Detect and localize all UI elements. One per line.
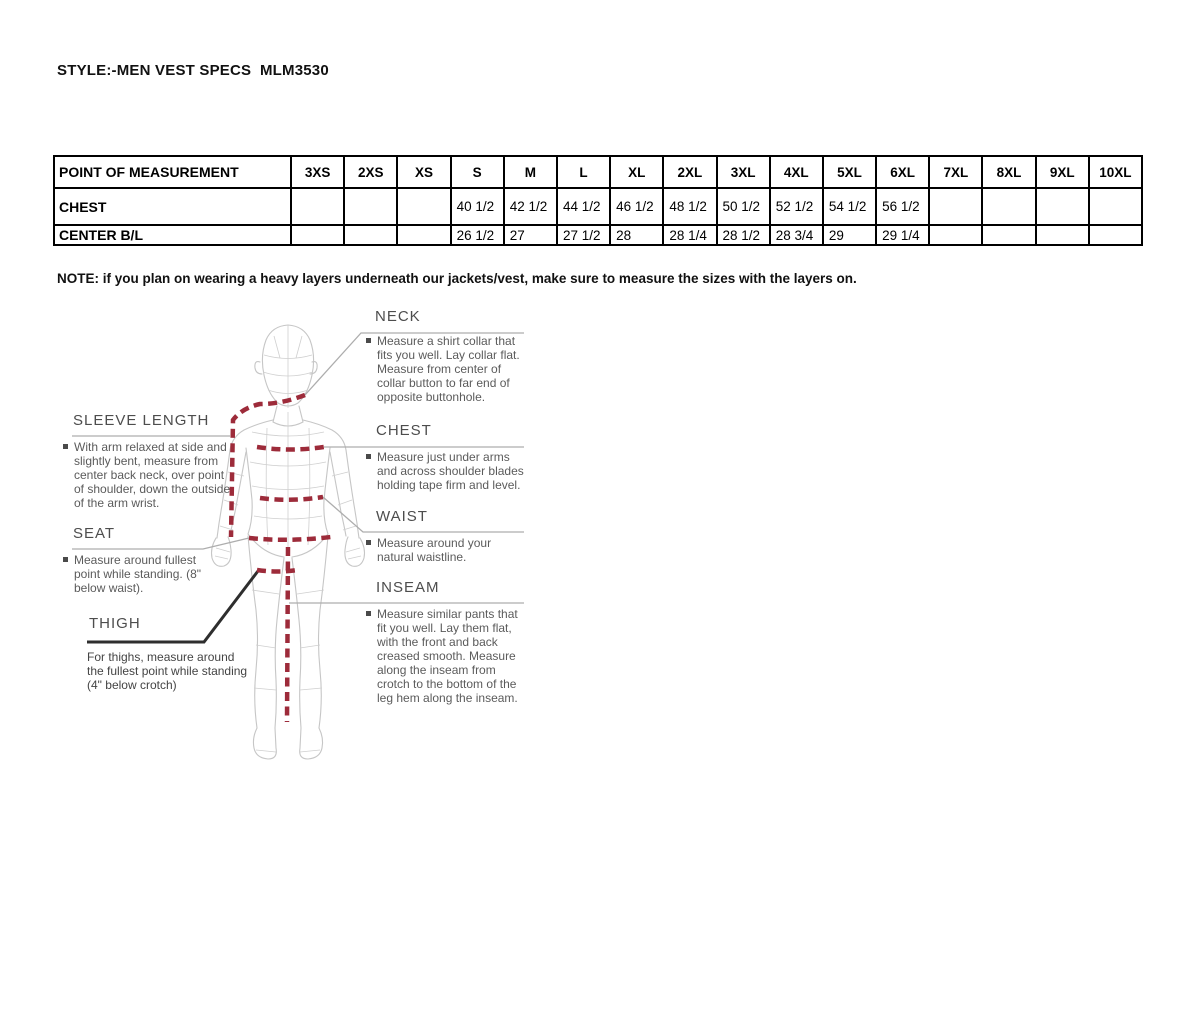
inseam-label: INSEAM	[376, 579, 440, 596]
size-value-cell	[344, 225, 397, 245]
note-text: NOTE: if you plan on wearing a heavy layers underneath our jackets/vest, make sure to measure the sizes with the layers on.	[57, 271, 857, 286]
neck-description: Measure a shirt collar that fits you well. Lay collar flat. Measure from center of collar button to far end of opposite buttonhole.	[366, 334, 528, 404]
size-value-cell	[1036, 225, 1089, 245]
size-value-cell: 42 1/2	[504, 188, 557, 225]
sleeve-length-label: SLEEVE LENGTH	[73, 412, 210, 429]
size-value-cell: 54 1/2	[823, 188, 876, 225]
table-row	[54, 188, 1142, 225]
size-value-cell	[982, 225, 1035, 245]
bullet-icon	[366, 338, 371, 343]
size-value-cell	[1036, 188, 1089, 225]
col-header-size: 6XL	[876, 156, 929, 188]
col-header-size: 3XL	[717, 156, 770, 188]
bullet-icon	[366, 540, 371, 545]
size-value-cell: 27 1/2	[557, 225, 610, 245]
bullet-icon	[366, 454, 371, 459]
col-header-size: 3XS	[291, 156, 344, 188]
size-value-cell	[929, 188, 982, 225]
chest-description: Measure just under arms and across shoulder blades holding tape firm and level.	[366, 450, 531, 492]
size-value-cell	[982, 188, 1035, 225]
col-header-size: 2XS	[344, 156, 397, 188]
chest-label: CHEST	[376, 422, 432, 439]
size-value-cell: 46 1/2	[610, 188, 663, 225]
size-value-cell	[397, 188, 450, 225]
col-header-size: 9XL	[1036, 156, 1089, 188]
col-header-size: 4XL	[770, 156, 823, 188]
waist-description: Measure around your natural waistline.	[366, 536, 506, 564]
seat-description: Measure around fullest point while standing. (8" below waist).	[63, 553, 213, 595]
size-value-cell: 44 1/2	[557, 188, 610, 225]
size-value-cell: 28 3/4	[770, 225, 823, 245]
size-value-cell: 28 1/4	[663, 225, 716, 245]
size-value-cell	[291, 188, 344, 225]
col-header-size: S	[451, 156, 504, 188]
chest-measure-line	[257, 447, 324, 450]
size-value-cell	[1089, 225, 1142, 245]
size-value-cell	[929, 225, 982, 245]
size-value-cell: 26 1/2	[451, 225, 504, 245]
size-value-cell: 28	[610, 225, 663, 245]
col-header-size: XL	[610, 156, 663, 188]
measurement-diagram	[60, 300, 580, 780]
waist-measure-line	[260, 497, 323, 500]
thigh-description: For thighs, measure around the fullest point while standing (4" below crotch)	[87, 650, 248, 692]
neck-label: NECK	[375, 308, 421, 325]
col-header-point-of-measurement: POINT OF MEASUREMENT	[54, 156, 291, 188]
bullet-icon	[63, 557, 68, 562]
size-value-cell: 52 1/2	[770, 188, 823, 225]
size-value-cell: 29	[823, 225, 876, 245]
row-label: CHEST	[54, 188, 291, 225]
col-header-size: 7XL	[929, 156, 982, 188]
col-header-size: XS	[397, 156, 450, 188]
thigh-measure-line	[257, 570, 298, 572]
inseam-description: Measure similar pants that fit you well. Lay them flat, with the front and back creased smooth. Measure along the inseam from crotch to the bottom of the leg hem along the inseam.	[366, 607, 528, 705]
sleeve-length-description: With arm relaxed at side and slightly bent, measure from center back neck, over point of shoulder, down the outside of the arm wrist.	[63, 440, 235, 510]
size-value-cell: 27	[504, 225, 557, 245]
size-value-cell: 40 1/2	[451, 188, 504, 225]
size-value-cell: 56 1/2	[876, 188, 929, 225]
col-header-size: 8XL	[982, 156, 1035, 188]
col-header-size: L	[557, 156, 610, 188]
size-value-cell: 29 1/4	[876, 225, 929, 245]
size-value-cell	[397, 225, 450, 245]
size-table-wrap	[53, 155, 1143, 246]
size-table	[53, 155, 1143, 246]
thigh-label: THIGH	[89, 615, 141, 632]
waist-label: WAIST	[376, 508, 428, 525]
seat-measure-line	[249, 537, 331, 540]
bullet-icon	[63, 444, 68, 449]
col-header-size: 2XL	[663, 156, 716, 188]
bullet-icon	[366, 611, 371, 616]
col-header-size: 10XL	[1089, 156, 1142, 188]
table-header-row	[54, 156, 1142, 188]
row-label: CENTER B/L	[54, 225, 291, 245]
size-value-cell	[344, 188, 397, 225]
seat-label: SEAT	[73, 525, 116, 542]
size-value-cell: 50 1/2	[717, 188, 770, 225]
col-header-size: M	[504, 156, 557, 188]
size-value-cell	[1089, 188, 1142, 225]
table-row	[54, 225, 1142, 245]
col-header-size: 5XL	[823, 156, 876, 188]
size-value-cell: 48 1/2	[663, 188, 716, 225]
page-title: STYLE:-MEN VEST SPECS MLM3530	[57, 62, 329, 79]
size-value-cell	[291, 225, 344, 245]
size-value-cell: 28 1/2	[717, 225, 770, 245]
